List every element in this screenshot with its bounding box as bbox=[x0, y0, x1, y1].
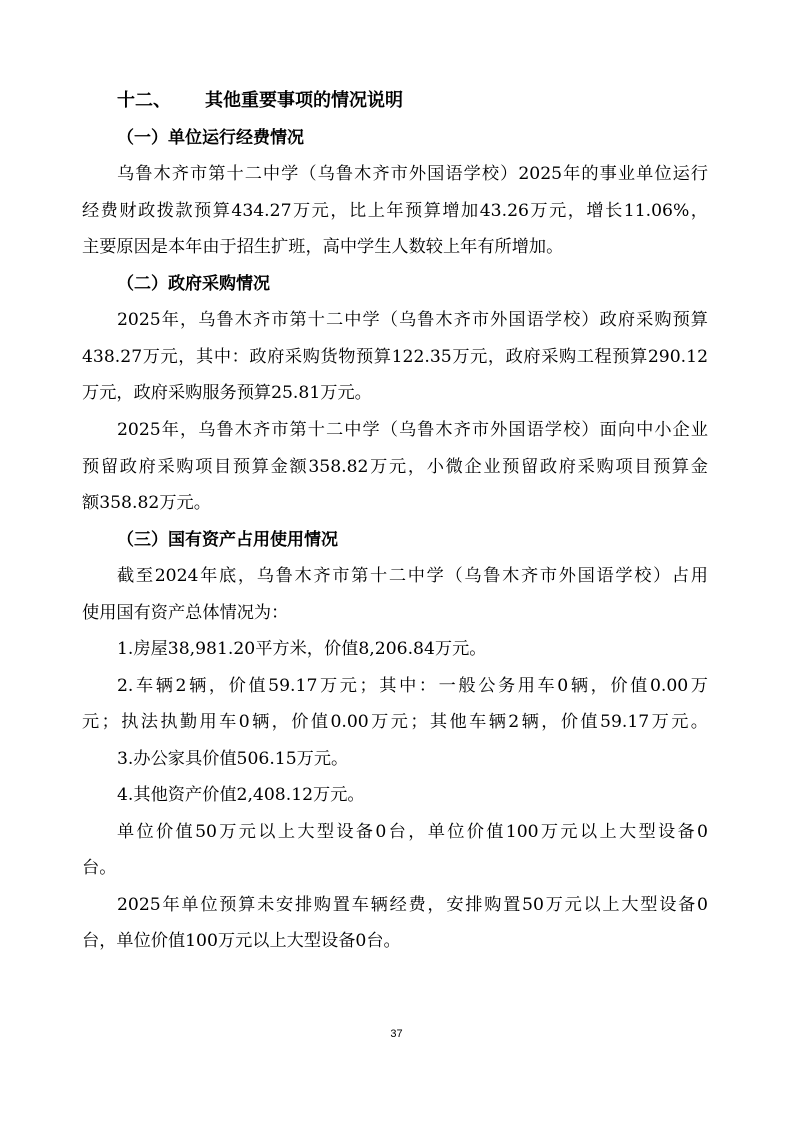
asset-item-3: 3.办公家具价值506.15万元。 bbox=[117, 749, 349, 769]
paragraph-line: 2025年，乌鲁木齐市第十二中学（乌鲁木齐市外国语学校）政府采购预算 bbox=[117, 310, 708, 330]
heading-title: 其他重要事项的情况说明 bbox=[205, 90, 403, 111]
paragraph-line: 单位价值50万元以上大型设备0台，单位价值100万元以上大型设备0 bbox=[117, 822, 708, 842]
paragraph-line: 台。 bbox=[82, 858, 117, 878]
paragraph-line: 438.27万元，其中：政府采购货物预算122.35万元，政府采购工程预算290.12 bbox=[82, 347, 708, 367]
asset-item-2: 2.车辆2辆，价值59.17万元；其中：一般公务用车0辆，价值0.00万 bbox=[117, 676, 708, 696]
paragraph-line: 万元，政府采购服务预算25.81万元。 bbox=[82, 383, 372, 403]
section-heading bbox=[117, 89, 743, 113]
paragraph-line: 2025年单位预算未安排购置车辆经费，安排购置50万元以上大型设备0 bbox=[117, 895, 708, 915]
subsection-title-2: （二）政府采购情况 bbox=[117, 274, 270, 294]
asset-item-4: 4.其他资产价值2,408.12万元。 bbox=[117, 785, 365, 805]
paragraph-line: 乌鲁木齐市第十二中学（乌鲁木齐市外国语学校）2025年的事业单位运行 bbox=[117, 164, 708, 184]
heading-number: 十二、 bbox=[117, 90, 171, 111]
paragraph-line: 截至2024年底，乌鲁木齐市第十二中学（乌鲁木齐市外国语学校）占用 bbox=[117, 566, 708, 586]
asset-item-2-cont: 元；执法执勤用车0辆，价值0.00万元；其他车辆2辆，价值59.17万元。 bbox=[82, 712, 708, 732]
paragraph-line: 预留政府采购项目预算金额358.82万元，小微企业预留政府采购项目预算金 bbox=[82, 457, 708, 477]
paragraph-line: 2025年，乌鲁木齐市第十二中学（乌鲁木齐市外国语学校）面向中小企业 bbox=[117, 420, 708, 440]
paragraph-line: 台，单位价值100万元以上大型设备0台。 bbox=[82, 931, 401, 951]
paragraph-line: 使用国有资产总体情况为： bbox=[82, 603, 289, 623]
paragraph-line: 经费财政拨款预算434.27万元，比上年预算增加43.26万元，增长11.06%， bbox=[82, 201, 708, 221]
paragraph-line: 额358.82万元。 bbox=[82, 493, 211, 513]
asset-item-1: 1.房屋38,981.20平方米，价值8,206.84万元。 bbox=[117, 639, 487, 659]
subsection-title-3: （三）国有资产占用使用情况 bbox=[117, 530, 338, 550]
paragraph-line: 主要原因是本年由于招生扩班，高中学生人数较上年有所增加。 bbox=[82, 237, 564, 257]
page-number: 37 bbox=[390, 1028, 403, 1040]
subsection-title-1: （一）单位运行经费情况 bbox=[117, 128, 304, 148]
